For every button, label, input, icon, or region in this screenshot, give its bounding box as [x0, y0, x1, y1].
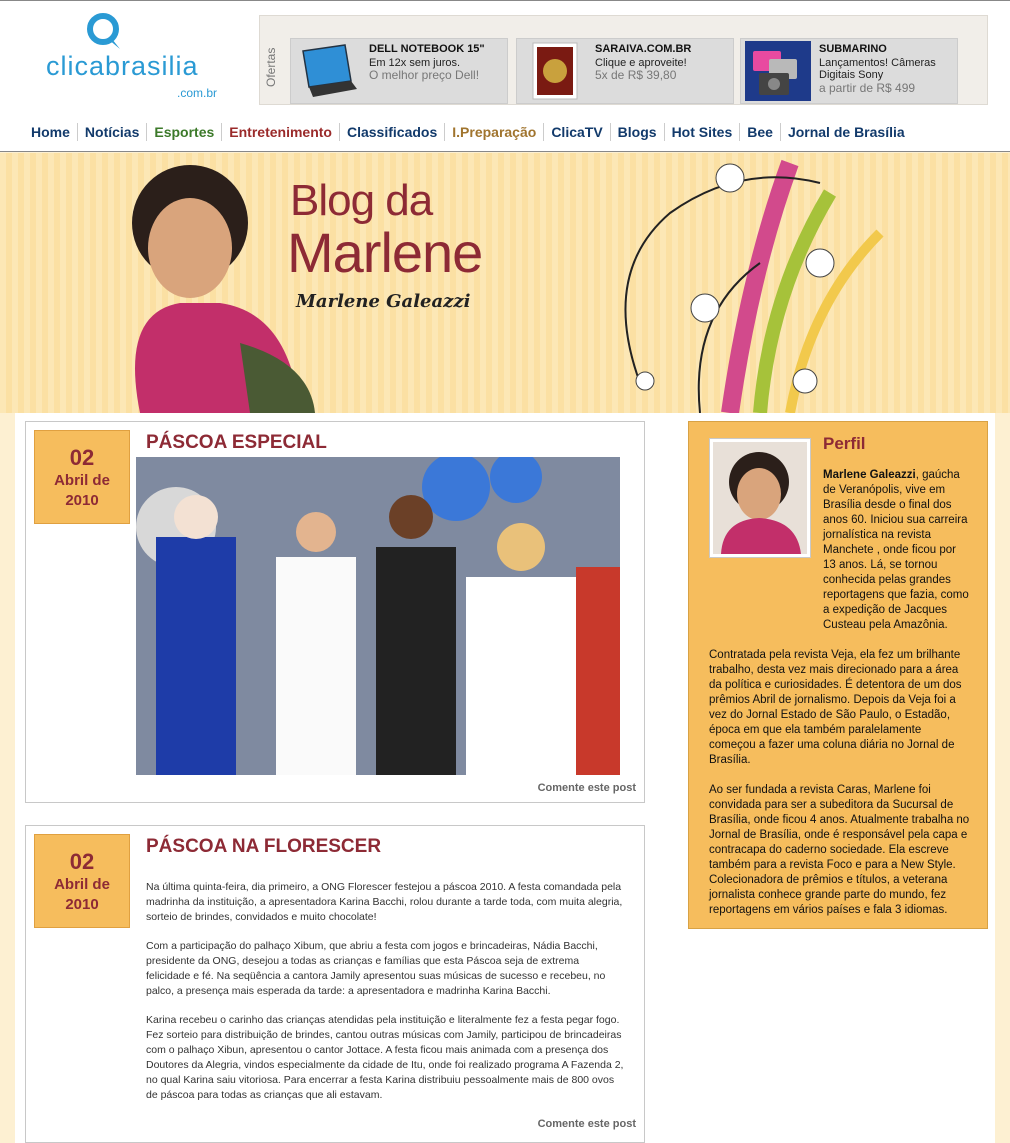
site-header	[0, 0, 1010, 112]
post-paragraph: Karina recebeu o carinho das crianças atendidas pela instituição e literalmente fez a festa pegar fogo. Fez sorteio para distribuição de brindes, cantou outras músicas com Jamily, participou de brincadeiras com o palhaço Xibun, apresentou o cantor Jottace. A festa ficou mais animada com a presença dos Doutores da Alegria, vindos especialmente da cidade de Itu, onde foi realizado programa A Fazenda 2, no qual Karina saiu vitoriosa. Para encerrar a festa Karina distribuiu pessoalmente mais de 800 ovos de páscoa para todas as crianças que ali estavam.	[146, 1014, 624, 1101]
post-month: Abril de	[54, 472, 110, 489]
post-pascoa-na-florescer	[25, 825, 645, 1143]
laptop-icon	[295, 41, 361, 101]
nav-blogs[interactable]: Blogs	[611, 123, 665, 141]
ad-title: DELL NOTEBOOK 15"	[369, 43, 485, 55]
profile-panel	[688, 421, 988, 929]
post-day: 02	[69, 445, 95, 470]
blog-title-line1: Blog da	[290, 176, 433, 225]
ad-line: Em 12x sem juros.	[369, 57, 461, 69]
ad-title: SARAIVA.COM.BR	[595, 43, 692, 55]
ads-strip	[259, 15, 988, 105]
nav-entretenimento[interactable]: Entretenimento	[222, 123, 340, 141]
post-photo[interactable]	[136, 457, 620, 775]
nav-jornal-de-brasilia[interactable]: Jornal de Brasília	[787, 123, 905, 140]
nav-classificados[interactable]: Classificados	[340, 123, 445, 141]
ad-saraiva[interactable]	[516, 38, 734, 104]
post-month: Abril de	[54, 876, 110, 893]
post-year: 2010	[65, 896, 99, 913]
main-content	[15, 413, 995, 1143]
nav-ipreparacao[interactable]: I.Preparação	[445, 123, 544, 141]
game-cover-icon	[521, 41, 587, 101]
nav-esportes[interactable]: Esportes	[147, 123, 222, 141]
post-year: 2010	[65, 492, 99, 509]
ad-submarino[interactable]	[740, 38, 958, 104]
post-date	[34, 834, 130, 928]
ofertas-label: Ofertas	[264, 47, 278, 87]
post-paragraph: Com a participação do palhaço Xibum, que abriu a festa com jogos e brincadeiras, Nádia Bacchi, presidente da ONG, desejou a todas as crianças e famílias que esta Páscoa seja de extrema felicidade e fé. Na seqüência a cantora Jamily apresentou suas músicas de sucesso e recebeu, no palco, a presença mais esperada da tarde: a apresentadora e madrinha Karina Bacchi.	[146, 940, 606, 997]
nav-noticias[interactable]: Notícias	[78, 123, 147, 141]
profile-title: Perfil	[823, 434, 866, 453]
ad-line: Lançamentos! Câmeras	[819, 57, 936, 69]
profile-text	[709, 468, 971, 933]
profile-paragraph: Contratada pela revista Veja, ela fez um brilhante trabalho, desta vez mais direcionado para a área da política e curiosidades. É detentora de um dos prêmios Abril de jornalismo. Depois da Veja foi a vez do Jornal Estado de São Paulo, o Estadão, época em que ela também paralelamente começou a fazer uma coluna diária no Jornal de Brasília.	[709, 649, 962, 766]
blog-title-line2: Marlene	[287, 221, 483, 284]
profile-name: Marlene Galeazzi	[823, 469, 916, 481]
camera-icon	[745, 41, 811, 101]
blog-banner	[0, 153, 1010, 413]
profile-paragraph: Ao ser fundada a revista Caras, Marlene foi convidada para ser a subeditora da Sucursal de Brasília, onde ficou 4 anos. Atualmente trabalha no Jornal de Brasília, onde é responsável pela capa e contracapa do caderno sociedade. Ela escreve também para a revista Foco e para a New Style. Colecionadora de prêmios e títulos, a veterana jornalista conhece grande parte do mundo, fez reportagens em vários países e fala 3 idiomas.	[709, 784, 970, 916]
post-paragraph: Na última quinta-feira, dia primeiro, a ONG Florescer festejou a páscoa 2010. A festa comandada pela madrinha da instituição, a apresentadora Karina Bacchi, rolou durante a tarde toda, com muita alegria, sorteio de brindes, convidados e muito chocolate!	[146, 881, 623, 923]
ad-price: a partir de R$ 499	[819, 81, 916, 95]
post-pascoa-especial	[25, 421, 645, 803]
blog-signature: Marlene Galeazzi	[296, 291, 471, 312]
ad-dell[interactable]	[290, 38, 508, 104]
ad-title: SUBMARINO	[819, 43, 887, 55]
post-date	[34, 430, 130, 524]
comment-link[interactable]: Comente este post	[537, 782, 636, 794]
logo-domain-text: .com.br	[177, 86, 218, 100]
post-title[interactable]: PÁSCOA ESPECIAL	[146, 432, 327, 453]
comment-link[interactable]: Comente este post	[537, 1118, 636, 1130]
nav-home[interactable]: Home	[24, 123, 78, 141]
nav-hot-sites[interactable]: Hot Sites	[665, 123, 741, 141]
ad-line: Clique e aproveite!	[595, 57, 687, 69]
magnifier-logo-icon	[86, 13, 126, 53]
profile-intro	[709, 468, 971, 633]
main-nav	[0, 112, 1010, 152]
ad-price: 5x de R$ 39,80	[595, 68, 677, 82]
logo-brand-text: clicabrasilia	[46, 51, 199, 81]
profile-intro-text: , gaúcha de Veranópolis, vive em Brasília desde o final dos anos 60. Iniciou sua carreira jornalística na revista Manchete , onde ficou por 13 anos. Lá, se tornou conhecida pelas grandes reportagens que fazia, como a expedição de Jacques Custeau pela Amazônia.	[823, 469, 969, 631]
floral-decoration-icon	[580, 153, 960, 413]
ad-price: O melhor preço Dell!	[369, 68, 480, 82]
post-title[interactable]: PÁSCOA NA FLORESCER	[146, 836, 382, 857]
post-day: 02	[69, 849, 95, 874]
nav-bee[interactable]: Bee	[740, 123, 781, 141]
post-body	[146, 880, 626, 1117]
nav-clicatv[interactable]: ClicaTV	[544, 123, 610, 141]
ad-line: Digitais Sony	[819, 69, 884, 81]
site-logo[interactable]	[42, 13, 242, 100]
